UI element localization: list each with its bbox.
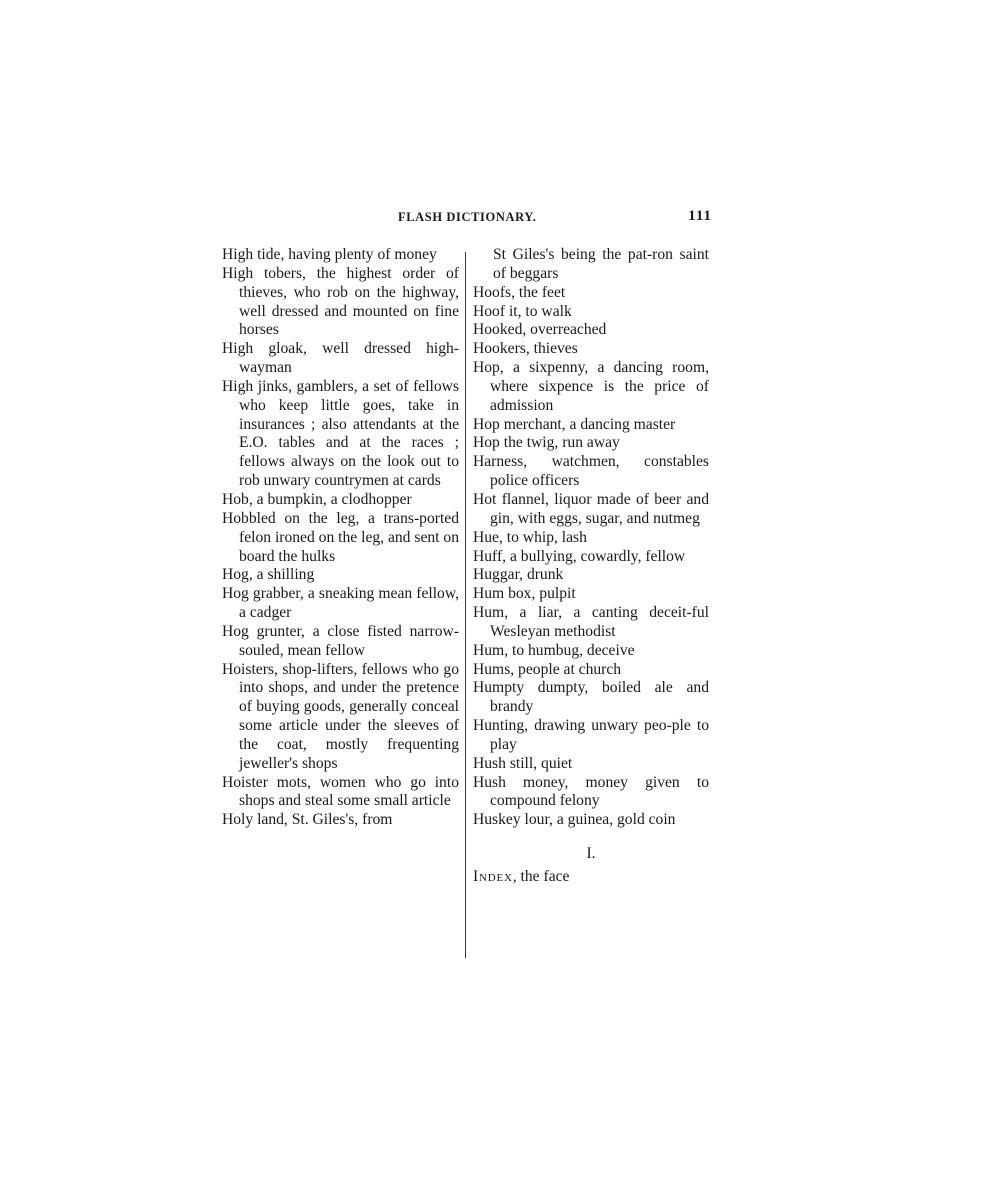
dictionary-entry: High jinks, gamblers, a set of fellows who keep little goes, take in insurances ; also attendants at the E.O. tables and at the races ; fellows always on the look out to rob unwary countrymen at cards xyxy=(222,377,459,490)
running-title: FLASH DICTIONARY. xyxy=(398,210,537,224)
dictionary-entry: Hum, to humbug, deceive xyxy=(473,641,635,659)
dictionary-entry: Hog, a shilling xyxy=(222,566,315,584)
left-column xyxy=(222,246,459,830)
dictionary-entry: Hums, people at church xyxy=(473,660,622,678)
dictionary-entry: Hunting, drawing unwary peo-ple to play xyxy=(473,717,709,753)
dictionary-entry: Hobbled on the leg, a trans-ported felon ironed on the leg, and sent on board the hulks xyxy=(222,509,459,565)
dictionary-entry: High tobers, the highest order of thieves, who rob on the highway, well dressed and mounted on fine horses xyxy=(222,264,459,339)
entry-continuation: St Giles's being the pat-ron saint of beggars xyxy=(493,246,709,282)
dictionary-entry: Huggar, drunk xyxy=(473,566,564,584)
dictionary-entry: High tide, having plenty of money xyxy=(222,246,437,263)
dictionary-entry: Hum, a liar, a canting deceit-ful Wesleyan methodist xyxy=(473,604,709,640)
entry-headword: Index xyxy=(473,868,513,885)
column-divider xyxy=(465,252,466,958)
dictionary-entry: Hue, to whip, lash xyxy=(473,528,587,546)
dictionary-entry: Hooked, overreached xyxy=(473,321,607,339)
dictionary-entry: Hop merchant, a dancing master xyxy=(473,415,676,433)
dictionary-entry: Hoof it, to walk xyxy=(473,302,572,320)
dictionary-entry: Hookers, thieves xyxy=(473,340,578,358)
dictionary-entry: Hush still, quiet xyxy=(473,754,573,772)
dictionary-entry: Hoisters, shop-lifters, fellows who go into shops, and under the pretence of buying goods, generally conceal some article under the sleeves of the coat, mostly frequenting jeweller's shops xyxy=(222,660,459,772)
dictionary-entry: Hum box, pulpit xyxy=(473,585,576,603)
dictionary-entry-index xyxy=(473,868,709,887)
dictionary-entry: Hog grabber, a sneaking mean fellow, a cadger xyxy=(222,585,459,622)
dictionary-entry: Hop, a sixpenny, a dancing room, where sixpence is the price of admission xyxy=(473,359,709,414)
dictionary-entry: Huff, a bullying, cowardly, fellow xyxy=(473,547,686,565)
dictionary-entry: Hob, a bumpkin, a clodhopper xyxy=(222,490,412,508)
right-column xyxy=(473,246,709,887)
dictionary-entry: Holy land, St. Giles's, from xyxy=(222,811,393,829)
section-letter-heading: I. xyxy=(586,845,596,863)
dictionary-entry: Hog grunter, a close fisted narrow-souled, mean fellow xyxy=(222,622,459,659)
entry-definition: , the face xyxy=(512,868,570,885)
dictionary-entry: Huskey lour, a guinea, gold coin xyxy=(473,811,676,829)
dictionary-entry: Humpty dumpty, boiled ale and brandy xyxy=(473,679,709,716)
dictionary-entry: Hoister mots, women who go into shops and steal some small article xyxy=(222,773,459,810)
running-head xyxy=(220,208,712,230)
dictionary-entry: High gloak, well dressed high-wayman xyxy=(222,340,459,377)
page-number: 111 xyxy=(688,208,712,224)
dictionary-entry: Harness, watchmen, constables police officers xyxy=(473,453,709,490)
dictionary-entry: Hoofs, the feet xyxy=(473,283,566,301)
dictionary-entry: Hop the twig, run away xyxy=(473,434,620,452)
dictionary-entry: Hush money, money given to compound felony xyxy=(473,773,709,810)
dictionary-entry: Hot flannel, liquor made of beer and gin, with eggs, sugar, and nutmeg xyxy=(473,490,709,527)
